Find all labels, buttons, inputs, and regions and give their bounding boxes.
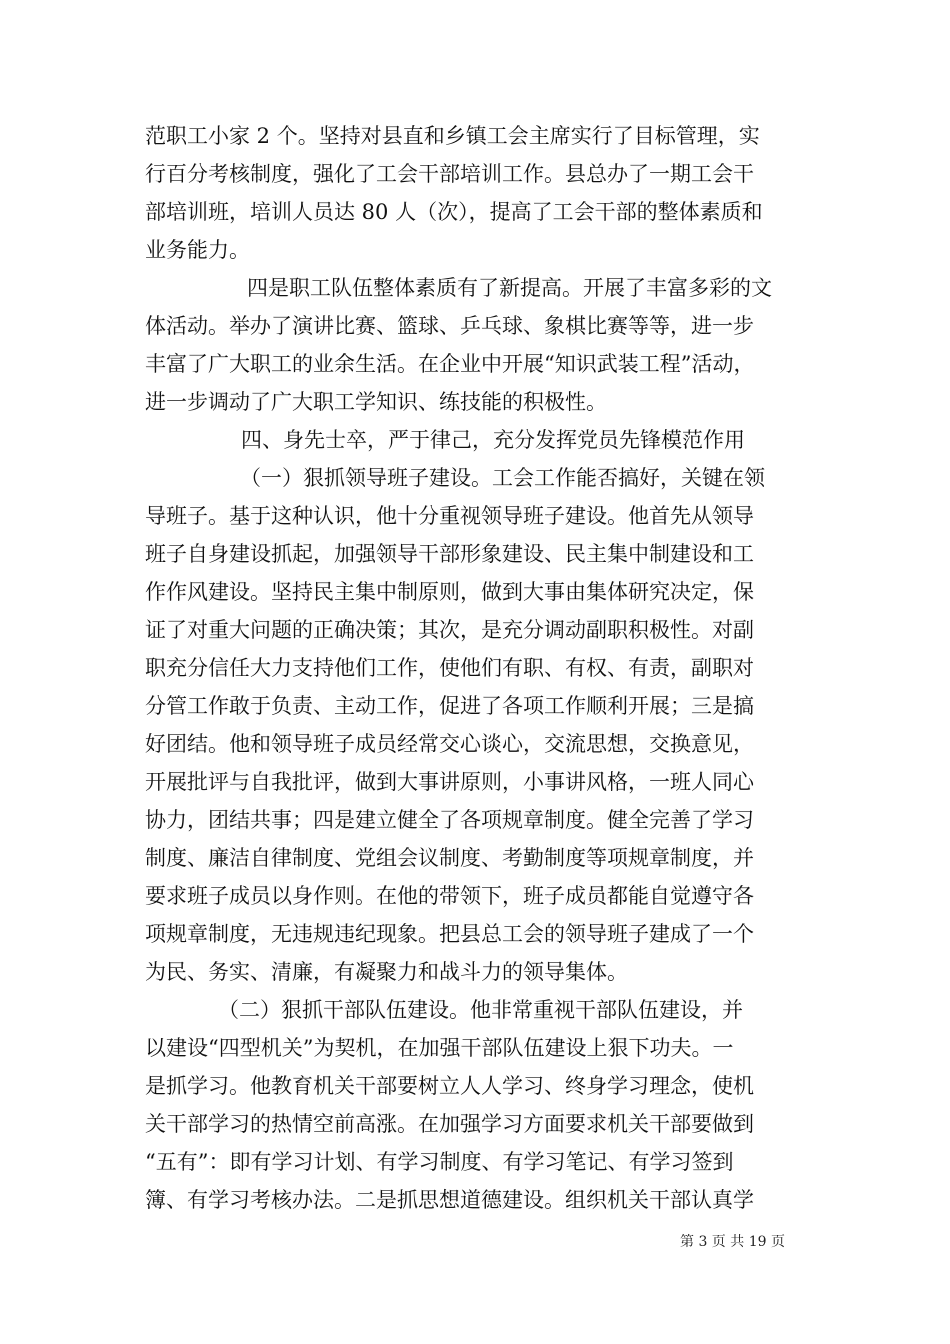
page-number: 第 3 页 共 19 页 (680, 1234, 785, 1250)
paragraph-line: 职充分信任大力支持他们工作，使他们有职、有权、有责，副职对 (145, 656, 754, 680)
paragraph-line: 分管工作敢于负责、主动工作，促进了各项工作顺利开展；三是搞 (145, 694, 754, 718)
paragraph-line: 丰富了广大职工的业余生活。在企业中开展“知识武装工程”活动， (145, 352, 755, 376)
paragraph-line: “五有”：即有学习计划、有学习制度、有学习笔记、有学习签到 (145, 1150, 734, 1174)
paragraph-line: （二）狠抓干部队伍建设。他非常重视干部队伍建设，并 (218, 998, 743, 1022)
paragraph-line: 以建设“四型机关”为契机，在加强干部队伍建设上狠下功夫。一 (145, 1036, 734, 1060)
paragraph-line: 关干部学习的热情空前高涨。在加强学习方面要求机关干部要做到 (145, 1112, 754, 1136)
paragraph-line: 制度、廉洁自律制度、党组会议制度、考勤制度等项规章制度，并 (145, 846, 754, 870)
paragraph-line: 开展批评与自我批评，做到大事讲原则，小事讲风格，一班人同心 (145, 770, 754, 794)
paragraph-line: 好团结。他和领导班子成员经常交心谈心，交流思想，交换意见， (145, 732, 754, 756)
paragraph-line: 业务能力。 (145, 238, 250, 262)
paragraph-line: 作作风建设。坚持民主集中制原则，做到大事由集体研究决定，保 (145, 580, 754, 604)
paragraph-line: 行百分考核制度，强化了工会干部培训工作。县总办了一期工会干 (145, 162, 754, 186)
section-heading: 四、身先士卒，严于律己，充分发挥党员先锋模范作用 (241, 428, 745, 452)
paragraph-line: 进一步调动了广大职工学知识、练技能的积极性。 (145, 390, 607, 414)
paragraph-line: 为民、务实、清廉，有凝聚力和战斗力的领导集体。 (145, 960, 628, 984)
paragraph-line: 导班子。基于这种认识，他十分重视领导班子建设。他首先从领导 (145, 504, 754, 528)
paragraph-line: 簿、有学习考核办法。二是抓思想道德建设。组织机关干部认真学 (145, 1188, 754, 1212)
paragraph-line: 班子自身建设抓起，加强领导干部形象建设、民主集中制建设和工 (145, 542, 754, 566)
paragraph-line: 是抓学习。他教育机关干部要树立人人学习、终身学习理念，使机 (145, 1074, 754, 1098)
paragraph-line: （一）狠抓领导班子建设。工会工作能否搞好，关键在领 (240, 466, 765, 490)
paragraph-line: 四是职工队伍整体素质有了新提高。开展了丰富多彩的文 (247, 276, 772, 300)
paragraph-line: 体活动。举办了演讲比赛、篮球、乒乓球、象棋比赛等等，进一步 (145, 314, 754, 338)
paragraph-line: 要求班子成员以身作则。在他的带领下，班子成员都能自觉遵守各 (145, 884, 754, 908)
paragraph-line: 部培训班，培训人员达 80 人（次），提高了工会干部的整体素质和 (145, 200, 763, 224)
paragraph-line: 证了对重大问题的正确决策；其次，是充分调动副职积极性。对副 (145, 618, 754, 642)
paragraph-line: 项规章制度，无违规违纪现象。把县总工会的领导班子建成了一个 (145, 922, 754, 946)
paragraph-line: 协力，团结共事；四是建立健全了各项规章制度。健全完善了学习 (145, 808, 754, 832)
paragraph-line: 范职工小家 2 个。坚持对县直和乡镇工会主席实行了目标管理，实 (145, 124, 760, 148)
